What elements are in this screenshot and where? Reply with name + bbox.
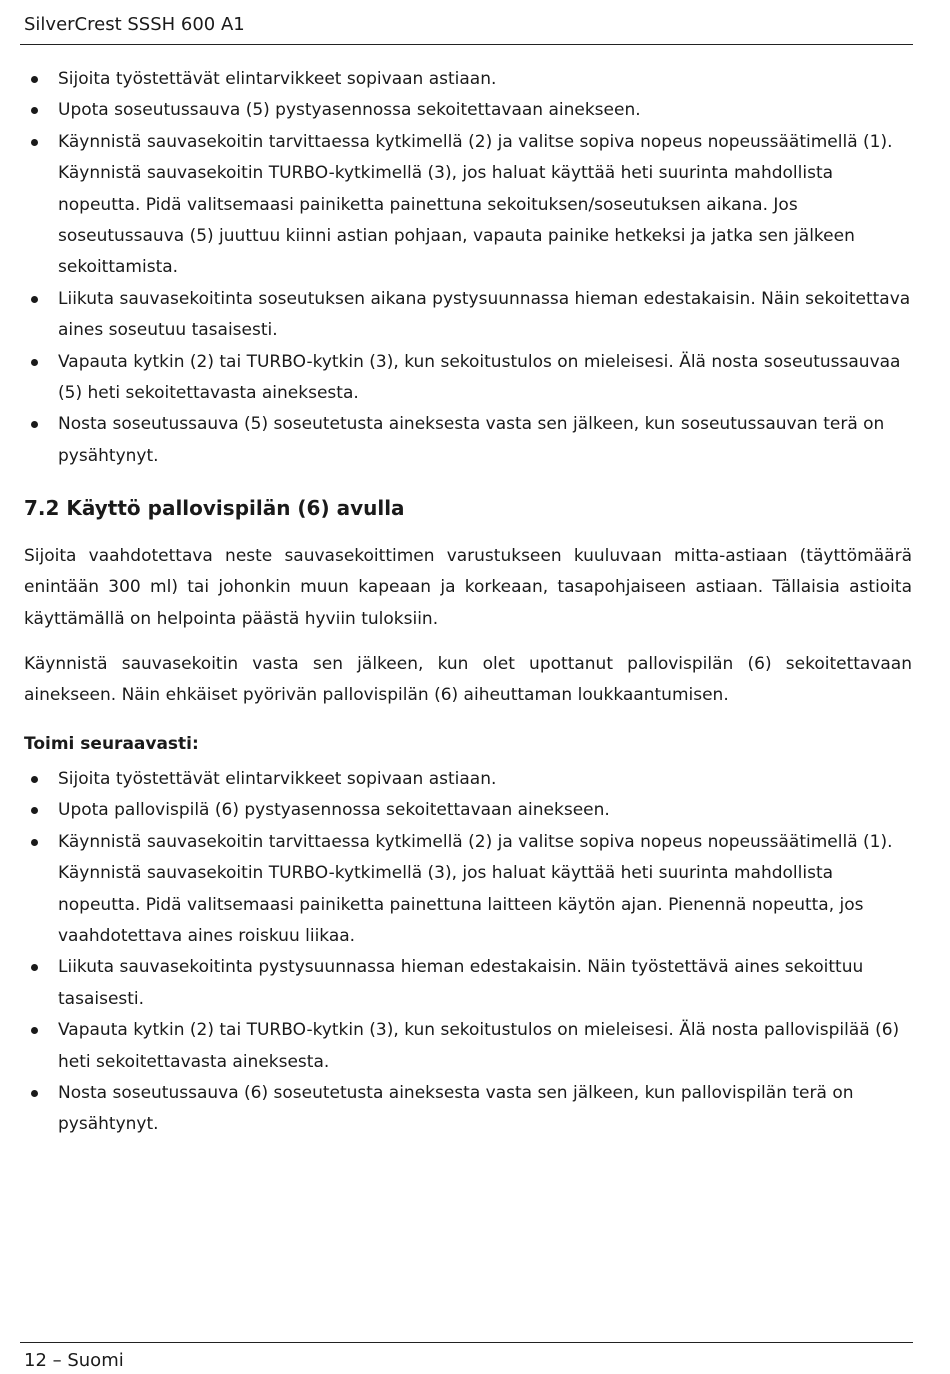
section2-bullet-list — [24, 764, 912, 1141]
page-footer: 12 – Suomi — [24, 1350, 124, 1371]
list-item: Upota pallovispilä (6) pystyasennossa sekoitettavaan ainekseen. — [24, 795, 912, 826]
list-item: Käynnistä sauvasekoitin tarvittaessa kytkimellä (2) ja valitse sopiva nopeus nopeussäätimellä (1). Käynnistä sauvasekoitin TURBO-kytkimellä (3), jos haluat käyttää heti suurinta mahdollista nopeutta. Pidä valitsemaasi painiketta painettuna sekoituksen/soseutuksen aikana. Jos soseutussauva (5) juuttuu kiinni astian pohjaan, vapauta painike hetkeksi ja jatka sen jälkeen sekoittamista. — [24, 127, 912, 284]
list-item: Käynnistä sauvasekoitin tarvittaessa kytkimellä (2) ja valitse sopiva nopeus nopeussäätimellä (1). Käynnistä sauvasekoitin TURBO-kytkimellä (3), jos haluat käyttää heti suurinta mahdollista nopeutta. Pidä valitsemaasi painiketta painettuna laitteen käytön ajan. Pienennä nopeutta, jos vaahdotettava aines roiskuu liikaa. — [24, 827, 912, 953]
page-header-title: SilverCrest SSSH 600 A1 — [24, 14, 245, 35]
list-item: Nosta soseutussauva (6) soseutetusta aineksesta vasta sen jälkeen, kun pallovispilän terä on pysähtynyt. — [24, 1078, 912, 1141]
section-heading: 7.2 Käyttö pallovispilän (6) avulla — [24, 496, 405, 520]
header-divider — [20, 44, 913, 45]
footer-divider — [20, 1342, 913, 1343]
list-item: Liikuta sauvasekoitinta soseutuksen aikana pystysuunnassa hieman edestakaisin. Näin sekoitettava aines soseutuu tasaisesti. — [24, 284, 912, 347]
section-paragraph-1: Sijoita vaahdotettava neste sauvasekoittimen varustukseen kuuluvaan mitta-astiaan (täyttömäärä enintään 300 ml) tai johonkin muun kapeaan ja korkeaan, tasapohjaiseen astiaan. Tällaisia astioita käyttämällä on helpointa päästä hyviin tuloksiin. — [24, 546, 912, 629]
section1-bullet-list — [24, 64, 912, 472]
list-item: Vapauta kytkin (2) tai TURBO-kytkin (3), kun sekoitustulos on mieleisesi. Älä nosta pallovispilää (6) heti sekoitettavasta aineksesta. — [24, 1015, 912, 1078]
list-item: Sijoita työstettävät elintarvikkeet sopivaan astiaan. — [24, 764, 912, 795]
list-item: Liikuta sauvasekoitinta pystysuunnassa hieman edestakaisin. Näin työstettävä aines sekoittuu tasaisesti. — [24, 952, 912, 1015]
section-paragraph-2: Käynnistä sauvasekoitin vasta sen jälkeen, kun olet upottanut pallovispilän (6) sekoitettavaan ainekseen. Näin ehkäiset pyörivän pallovispilän (6) aiheuttaman loukkaantumisen. — [24, 654, 912, 706]
list-item: Upota soseutussauva (5) pystyasennossa sekoitettavaan ainekseen. — [24, 95, 912, 126]
instructions-subheading: Toimi seuraavasti: — [24, 734, 199, 754]
list-item: Nosta soseutussauva (5) soseutetusta aineksesta vasta sen jälkeen, kun soseutussauvan terä on pysähtynyt. — [24, 409, 912, 472]
list-item: Sijoita työstettävät elintarvikkeet sopivaan astiaan. — [24, 64, 912, 95]
list-item: Vapauta kytkin (2) tai TURBO-kytkin (3), kun sekoitustulos on mieleisesi. Älä nosta soseutussauvaa (5) heti sekoitettavasta aineksesta. — [24, 347, 912, 410]
